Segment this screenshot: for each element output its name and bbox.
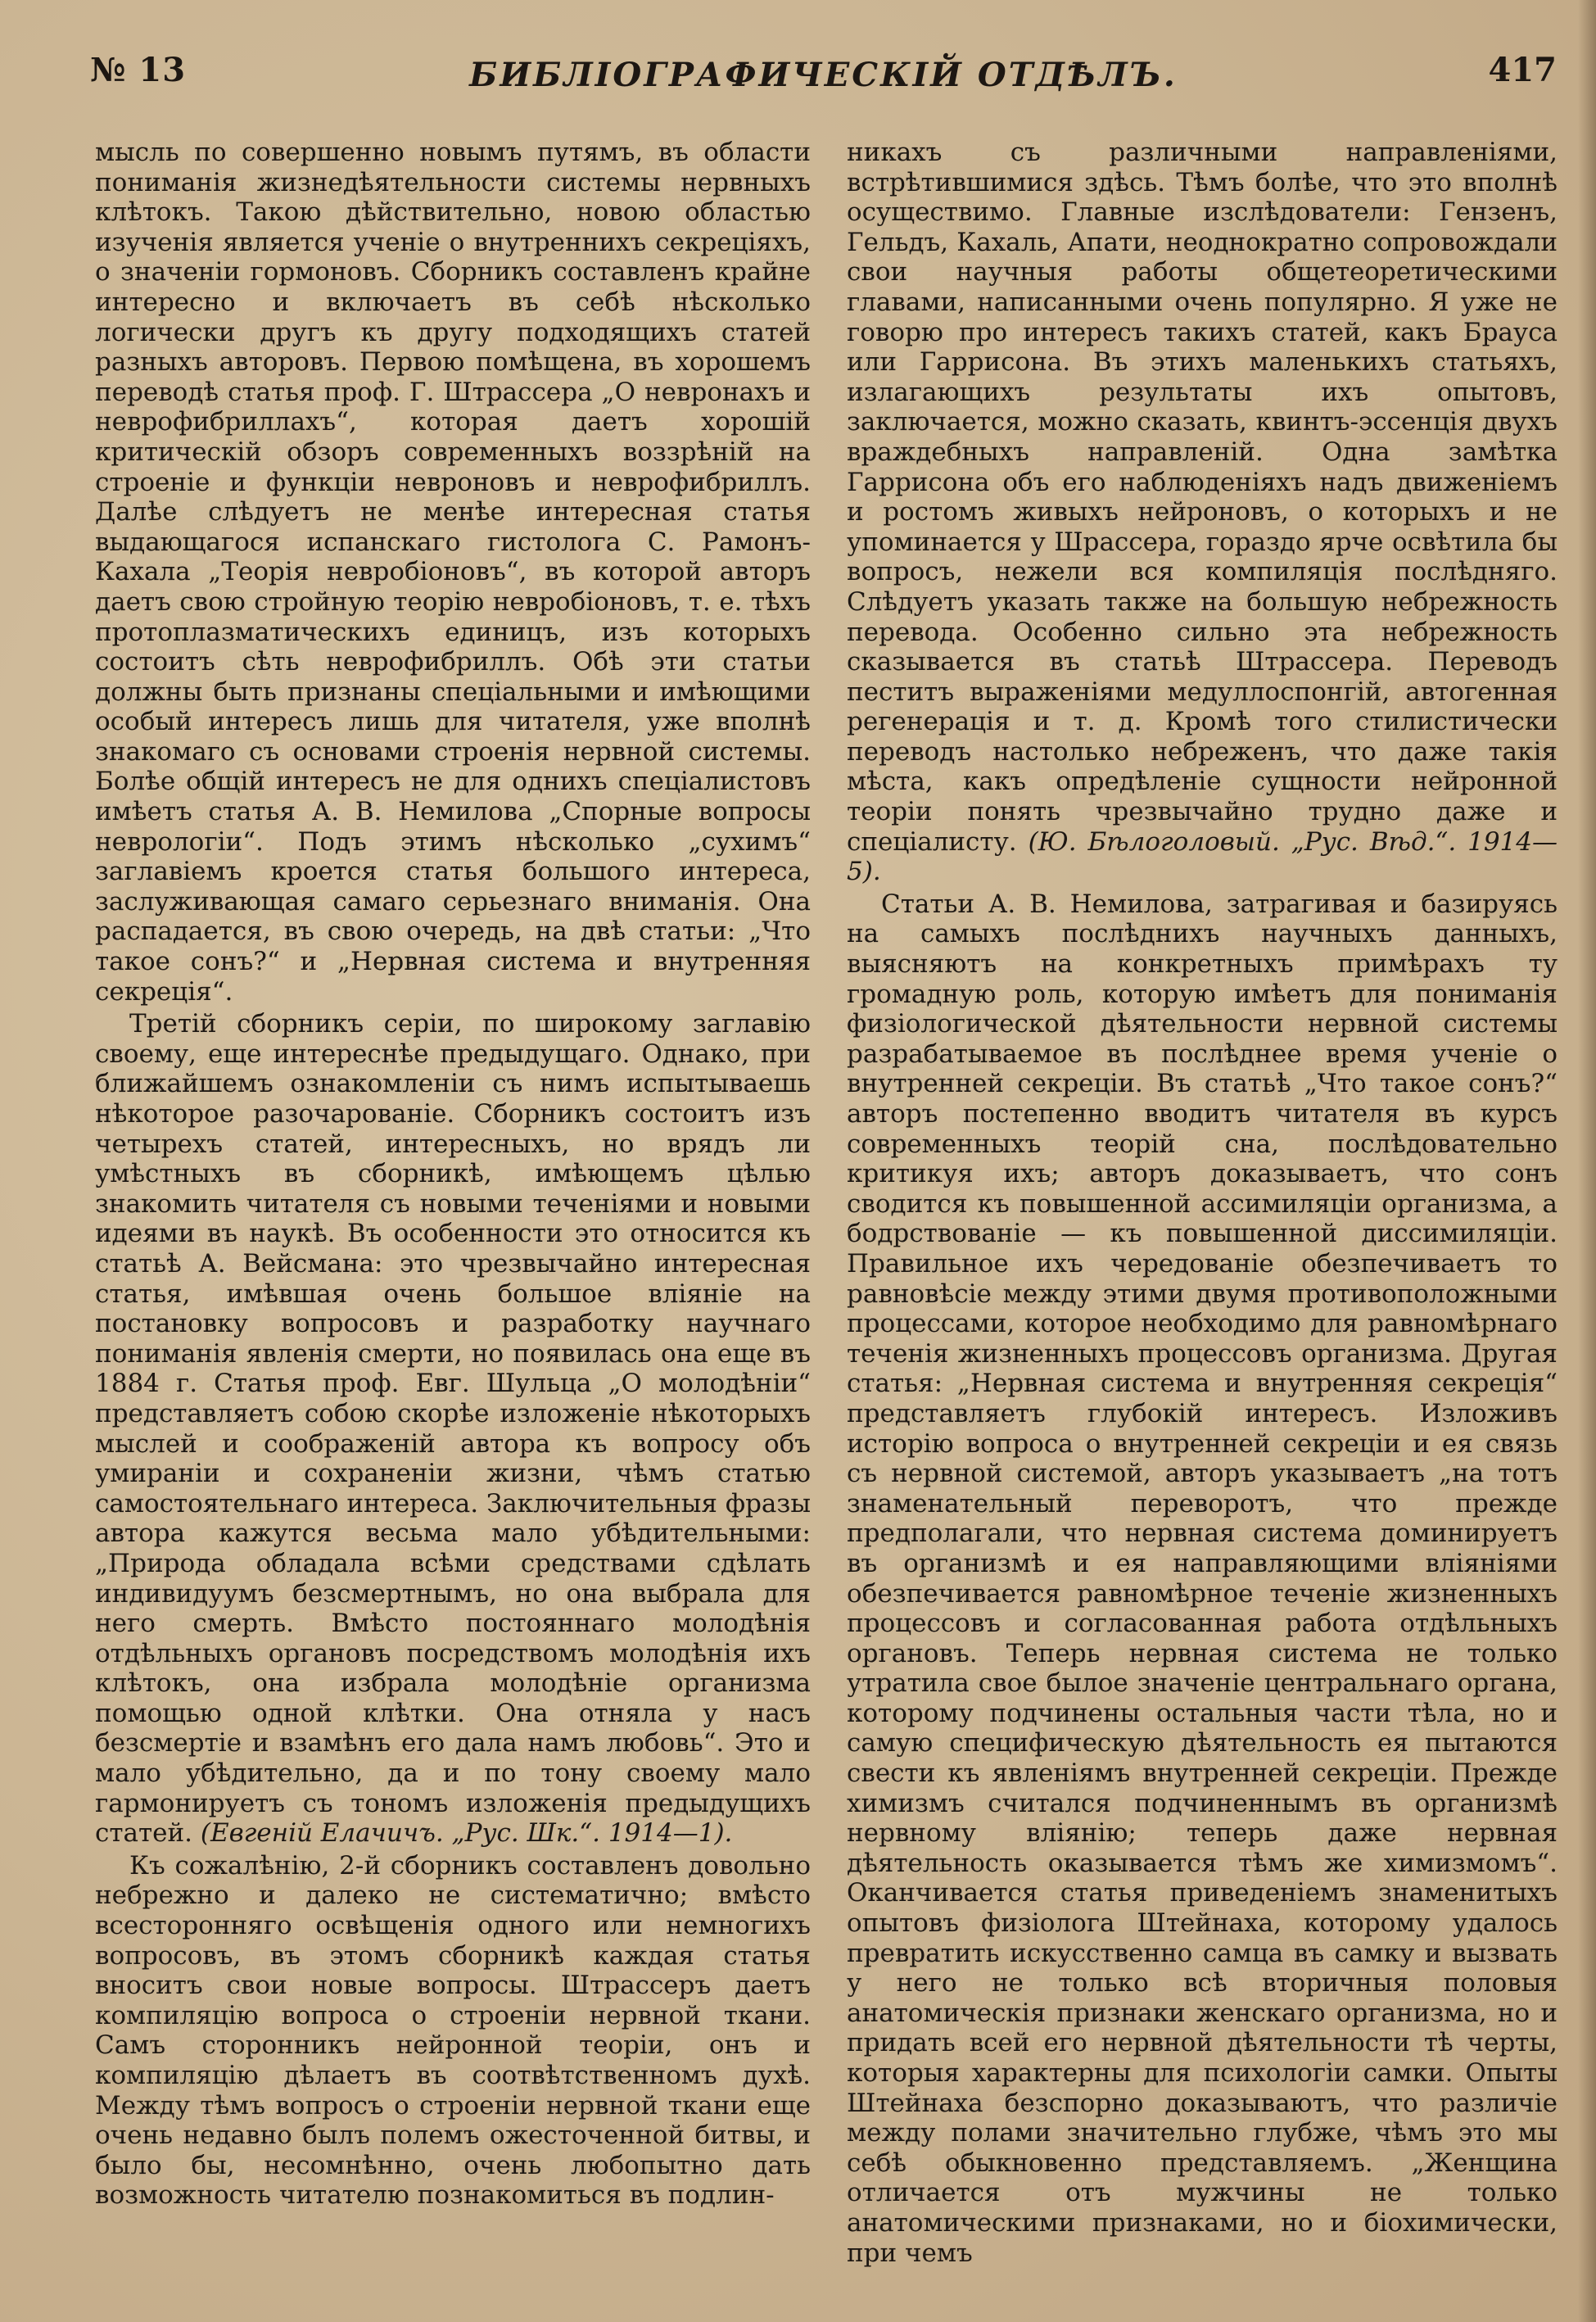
right-column [847,138,1558,2316]
left-column [95,138,811,2316]
right-paragraph-2: Статьи А. В. Немилова, затрагивая и базируясь на самыхъ послѣднихъ научныхъ данныхъ, выясняютъ на конкретныхъ примѣрахъ ту громадную роль, которую имѣетъ для пониманія физіологической дѣятельности нервной системы разрабатываемое въ послѣднее время ученіе о внутренней секреціи. Въ статьѣ „Что такое сонъ?“ авторъ постепенно вводитъ читателя въ курсъ современныхъ теорій сна, послѣдовательно критикуя ихъ; авторъ доказываетъ, что сонъ сводится къ повышенной ассимиляціи организма, а бодрствованіе — къ повышенной диссимиляціи. Правильное ихъ чередованіе обезпечиваетъ то равновѣсіе между этими двумя противоположными процессами, которое необходимо для равномѣрнаго теченія жизненныхъ процессовъ организма. Другая статья: „Нервная система и внутренняя секреція“ представляетъ глубокій интересъ. Изложивъ исторію вопроса о внутренней секреціи и ея связь съ нервной системой, авторъ указываетъ „на тотъ знаменательный переворотъ, что прежде предполагали, что нервная система доминируетъ въ организмѣ и ея направляющими вліяніями обезпечивается равномѣрное теченіе жизненныхъ процессовъ и согласованная работа отдѣльныхъ органовъ. Теперь нервная система не только утратила свое былое значеніе центральнаго органа, которому подчинены остальныя части тѣла, но и самую специфическую дѣятельность ея пытаются свести къ явленіямъ внутренней секреціи. Прежде химизмъ считался подчиненнымъ въ организмѣ нервному вліянію; теперь даже нервная дѣятельность оказывается тѣмъ же химизмомъ“. Оканчивается статья приведеніемъ знаменитыхъ опытовъ физіолога Штейнаха, которому удалось превратить искусственно самца въ самку и вызвать у него не только всѣ вторичныя половыя анатомическія признаки женскаго организма, но и придать всей его нервной дѣятельности тѣ черты, которыя характерны для психологіи самки. Опыты Штейнаха безспорно доказываютъ, что различіе между полами значительно глубже, чѣмъ это мы себѣ обыкновенно представляемъ. „Женщина отличается отъ мужчины не только анатомическими признаками, но и біохимически, при чемъ [847,889,1558,2268]
section-title: БИБЛІОГРАФИЧЕСКІЙ ОТДѢЛЪ. [469,56,1178,94]
citation-elachich: (Евгеній Елачичъ. „Рус. Шк.“. 1914—1). [200,1818,733,1849]
page-number: 417 [1488,51,1557,89]
page-edge-shadow [1578,0,1596,2322]
left-paragraph-2-text: Третій сборникъ серіи, по широкому заглавію своему, еще интереснѣе предыдущаго. Однако, при ближайшемъ ознакомленіи съ нимъ испытываешь нѣкоторое разочарованіе. Сборникъ состоитъ изъ четырехъ статей, интересныхъ, но врядъ ли умѣстныхъ въ сборникѣ, имѣющемъ цѣлью знакомить читателя съ новыми теченіями и новыми идеями въ наукѣ. Въ особенности это относится къ статьѣ А. Вейсмана: это чрезвычайно интересная статья, имѣвшая очень большое вліяніе на постановку вопросовъ и разработку научнаго пониманія явленія смерти, но появилась она еще въ 1884 г. Статья проф. Евг. Шульца „О молодѣніи“ представляетъ собою скорѣе изложеніе нѣкоторыхъ мыслей и соображеній автора къ вопросу объ умираніи и сохраненіи жизни, чѣмъ статью самостоятельнаго интереса. Заключительныя фразы автора кажутся весьма мало убѣдительными: „Природа обладала всѣми средствами сдѣлать индивидуумъ безсмертнымъ, но она выбрала для него смерть. Вмѣсто постояннаго молодѣнія отдѣльныхъ органовъ посредствомъ молодѣнія ихъ клѣтокъ, она избрала молодѣніе организма помощью одной клѣтки. Она отняла у насъ безсмертіе и взамѣнъ его дала намъ любовь“. Это и мало убѣдительно, да и по тону своему мало гармонируетъ съ тономъ изложенія предыдущихъ статей. [95,1009,811,1849]
left-paragraph-2 [95,1009,811,1849]
right-paragraph-1-text: никахъ съ различными направленіями, встрѣтившимися здѣсь. Тѣмъ болѣе, что это вполнѣ осуществимо. Главные изслѣдователи: Гензенъ, Гельдъ, Кахаль, Апати, неоднократно сопровождали свои научныя работы общетеоретическими главами, написанными очень популярно. Я уже не говорю про интересъ такихъ статей, какъ Брауса или Гаррисона. Въ этихъ маленькихъ статьяхъ, излагающихъ результаты ихъ опытовъ, заключается, можно сказать, квинтъ-эссенція двухъ враждебныхъ направленій. Одна замѣтка Гаррисона объ его наблюденіяхъ надъ движеніемъ и ростомъ живыхъ нейроновъ, о которыхъ и не упоминается у Шрассера, гораздо ярче освѣтила бы вопросъ, нежели вся компиляція послѣдняго. Слѣдуетъ указать также на большую небрежность перевода. Особенно сильно эта небрежность сказывается въ статьѣ Штрассера. Переводъ пеститъ выраженіями медуллоспонгій, автогенная регенерація и т. д. Кромѣ того стилистически переводъ настолько небреженъ, что даже такія мѣста, какъ опредѣленіе сущности нейронной теоріи понять чрезвычайно трудно даже и спеціалисту. [847,138,1558,857]
page-header [90,51,1557,108]
issue-number: № 13 [90,51,187,89]
left-paragraph-3: Къ сожалѣнію, 2-й сборникъ составленъ довольно небрежно и далеко не систематично; вмѣсто всесторонняго освѣщенія одного или немногихъ вопросовъ, въ этомъ сборникѣ каждая статья вноситъ свои новые вопросы. Штрассеръ даетъ компиляцію вопроса о строеніи нервной ткани. Самъ сторонникъ нейронной теоріи, онъ и компиляцію дѣлаетъ въ соотвѣтственномъ духѣ. Между тѣмъ вопросъ о строеніи нервной ткани еще очень недавно былъ полемъ ожесточенной битвы, и было бы, несомнѣнно, очень любопытно дать возможность читателю познакомиться въ подлин- [95,1850,811,2211]
right-paragraph-1 [847,138,1558,887]
citation-belogolovy: (Ю. Бѣлоголовый. „Рус. Вѣд.“. 1914—5). [847,826,1558,887]
left-paragraph-1: мысль по совершенно новымъ путямъ, въ области пониманія жизнедѣятельности системы нервныхъ клѣтокъ. Такою дѣйствительно, новою областью изученія является ученіе о внутреннихъ секреціяхъ, о значеніи гормоновъ. Сборникъ составленъ крайне интересно и включаетъ въ себѣ нѣсколько логически другъ къ другу подходящихъ статей разныхъ авторовъ. Первою помѣщена, въ хорошемъ переводѣ статья проф. Г. Штрассера „О невронахъ и неврофибриллахъ“, которая даетъ хорошій критическій обзоръ современныхъ воззрѣній на строеніе и функціи невроновъ и неврофибриллъ. Далѣе слѣдуетъ не менѣе интересная статья выдающагося испанскаго гистолога С. Рамонъ-Кахала „Теорія невробіоновъ“, въ которой авторъ даетъ свою стройную теорію невробіоновъ, т. е. тѣхъ протоплазматическихъ единицъ, изъ которыхъ состоитъ сѣть неврофибриллъ. Обѣ эти статьи должны быть признаны спеціальными и имѣющими особый интересъ лишь для читателя, уже вполнѣ знакомаго съ основами строенія нервной системы. Болѣе общій интересъ не для однихъ спеціалистовъ имѣетъ статья А. В. Немилова „Спорные вопросы неврологіи“. Подъ этимъ нѣсколько „сухимъ“ заглавіемъ кроется статья большого интереса, заслуживающая самаго серьезнаго вниманія. Она распадается, въ свою очередь, на двѣ статьи: „Что такое сонъ?“ и „Нервная система и внутренняя секреція“. [95,138,811,1007]
